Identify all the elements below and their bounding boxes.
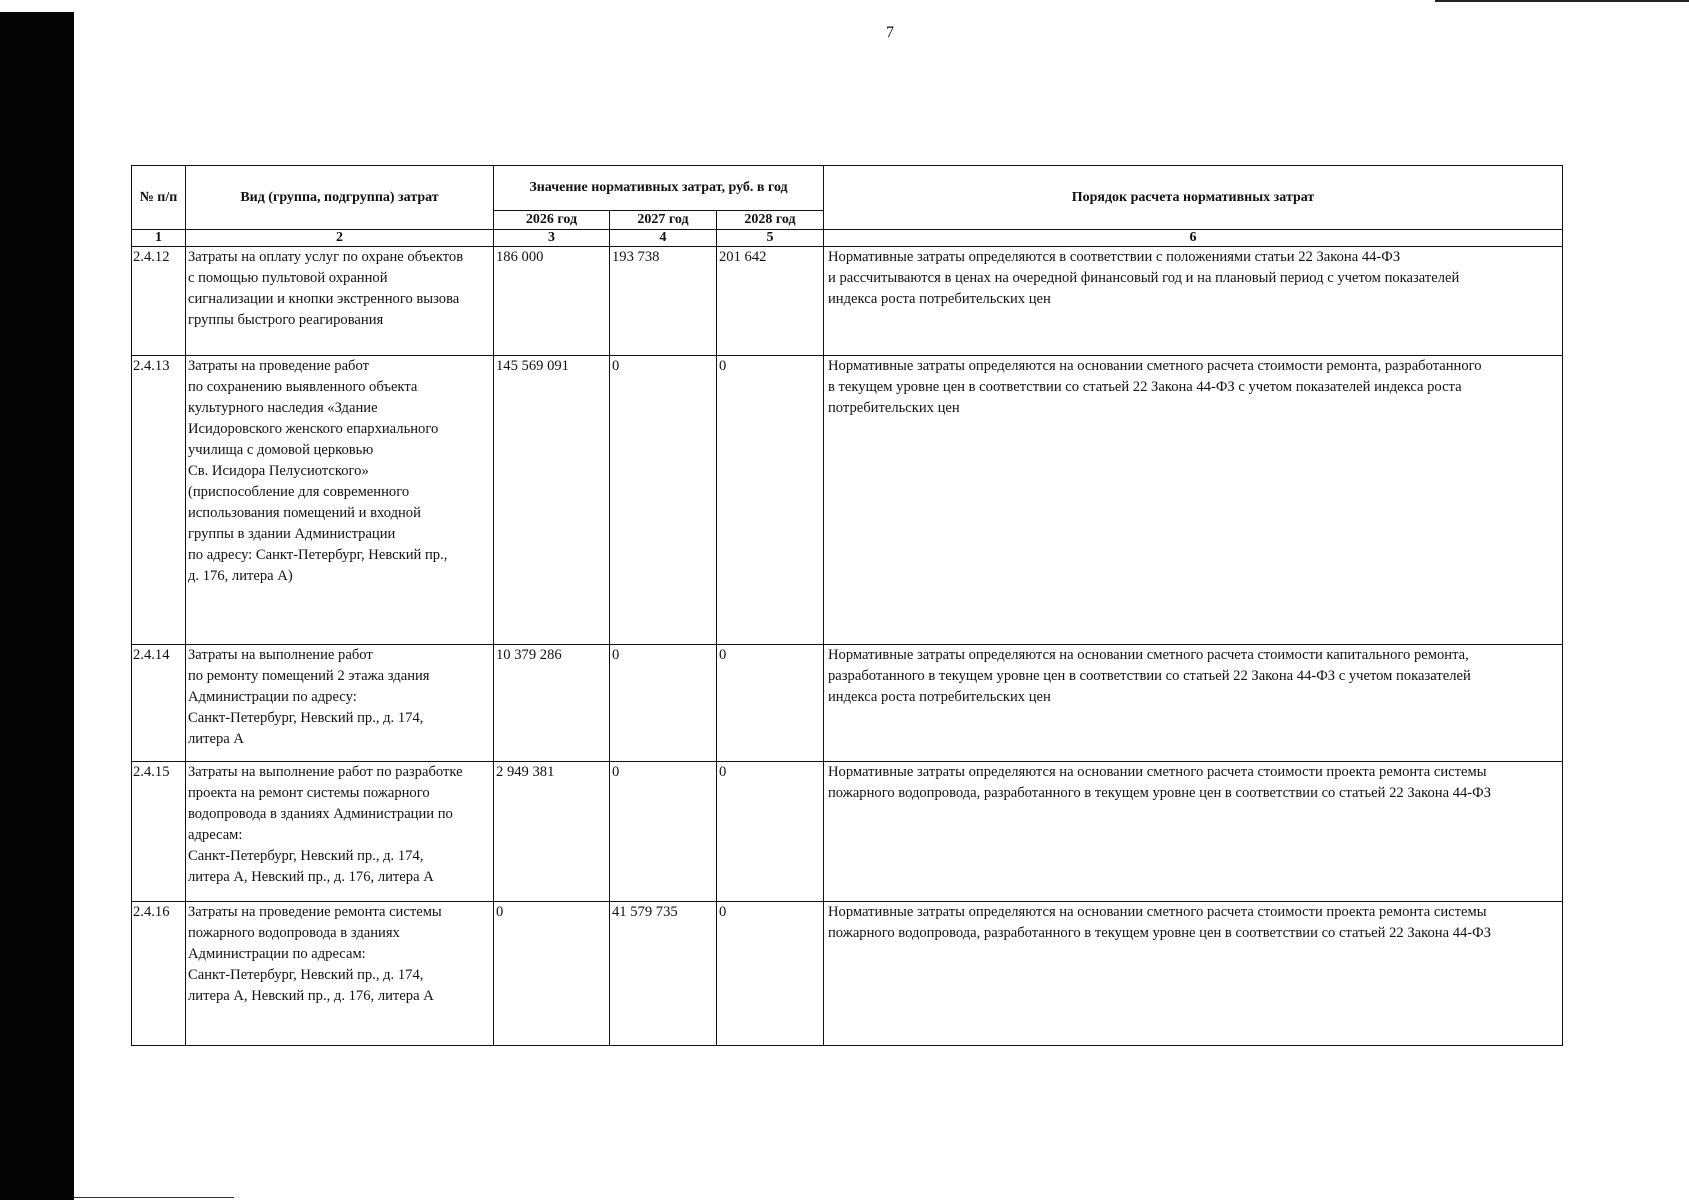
calculation-method: Нормативные затраты определяются на основании сметного расчета стоимости капитального ремонта, разработанного в текущем уровне цен в соответствии со статьей 22 Закона 44-ФЗ с учетом показателей индекса роста потребительских цен (824, 645, 1563, 762)
table-row (132, 645, 1563, 762)
header-cost-type: Вид (группа, подгруппа) затрат (186, 166, 494, 230)
row-number: 2.4.14 (132, 645, 186, 762)
page-number: 7 (886, 24, 894, 41)
table-row (132, 902, 1563, 1046)
cost-type: Затраты на оплату услуг по охране объектов с помощью пультовой охранной сигнализации и кнопки экстренного вызова группы быстрого реагирования (186, 247, 494, 356)
calculation-method: Нормативные затраты определяются в соответствии с положениями статьи 22 Закона 44-ФЗ и рассчитываются в ценах на очередной финансовый год и на плановый период с учетом показателей индекса роста потребительских цен (824, 247, 1563, 356)
header-year-2027: 2027 год (610, 211, 717, 230)
table-row (132, 762, 1563, 902)
value-2026: 0 (494, 902, 610, 1046)
column-number: 2 (186, 230, 494, 247)
table-row (132, 247, 1563, 356)
value-2028: 0 (717, 762, 824, 902)
row-number: 2.4.13 (132, 356, 186, 645)
column-number: 4 (610, 230, 717, 247)
value-2027: 193 738 (610, 247, 717, 356)
value-2026: 145 569 091 (494, 356, 610, 645)
value-2026: 186 000 (494, 247, 610, 356)
value-2028: 201 642 (717, 247, 824, 356)
value-2027: 41 579 735 (610, 902, 717, 1046)
header-year-2026: 2026 год (494, 211, 610, 230)
value-2027: 0 (610, 762, 717, 902)
scan-edge-shadow (0, 12, 74, 1200)
value-2028: 0 (717, 356, 824, 645)
calculation-method: Нормативные затраты определяются на основании сметного расчета стоимости проекта ремонта системы пожарного водопровода, разработанного в текущем уровне цен в соответствии со статьей 22 Закона 44-ФЗ (824, 762, 1563, 902)
cost-type: Затраты на выполнение работ по разработке проекта на ремонт системы пожарного водопровода в зданиях Администрации по адресам: Санкт-Петербург, Невский пр., д. 174, литера А, Невский пр., д. 176, литера А (186, 762, 494, 902)
table-row (132, 356, 1563, 645)
value-2027: 0 (610, 645, 717, 762)
normative-costs-table (131, 165, 1563, 1046)
value-2028: 0 (717, 902, 824, 1046)
value-2026: 10 379 286 (494, 645, 610, 762)
header-num: № п/п (132, 166, 186, 230)
header-normative-values: Значение нормативных затрат, руб. в год (494, 166, 824, 211)
row-number: 2.4.12 (132, 247, 186, 356)
column-number: 3 (494, 230, 610, 247)
header-year-2028: 2028 год (717, 211, 824, 230)
cost-type: Затраты на проведение работ по сохранению выявленного объекта культурного наследия «Здание Исидоровского женского епархиального училища с домовой церковью Св. Исидора Пелусиотского» (приспособление для современного использования помещений и входной группы в здании Администрации по адресу: Санкт-Петербург, Невский пр., д. 176, литера А) (186, 356, 494, 645)
row-number: 2.4.15 (132, 762, 186, 902)
column-number: 1 (132, 230, 186, 247)
column-number: 5 (717, 230, 824, 247)
calculation-method: Нормативные затраты определяются на основании сметного расчета стоимости проекта ремонта системы пожарного водопровода, разработанного в текущем уровне цен в соответствии со статьей 22 Закона 44-ФЗ (824, 902, 1563, 1046)
header-calculation-method: Порядок расчета нормативных затрат (824, 166, 1563, 230)
value-2028: 0 (717, 645, 824, 762)
scan-edge-line (1435, 0, 1689, 2)
cost-type: Затраты на выполнение работ по ремонту помещений 2 этажа здания Администрации по адресу: Санкт-Петербург, Невский пр., д. 174, литера А (186, 645, 494, 762)
value-2026: 2 949 381 (494, 762, 610, 902)
cost-type: Затраты на проведение ремонта системы пожарного водопровода в зданиях Администрации по адресам: Санкт-Петербург, Невский пр., д. 174, литера А, Невский пр., д. 176, литера А (186, 902, 494, 1046)
row-number: 2.4.16 (132, 902, 186, 1046)
value-2027: 0 (610, 356, 717, 645)
calculation-method: Нормативные затраты определяются на основании сметного расчета стоимости ремонта, разработанного в текущем уровне цен в соответствии со статьей 22 Закона 44-ФЗ с учетом показателей индекса роста потребительских цен (824, 356, 1563, 645)
column-number: 6 (824, 230, 1563, 247)
scan-edge-line-bottom (74, 1197, 234, 1198)
